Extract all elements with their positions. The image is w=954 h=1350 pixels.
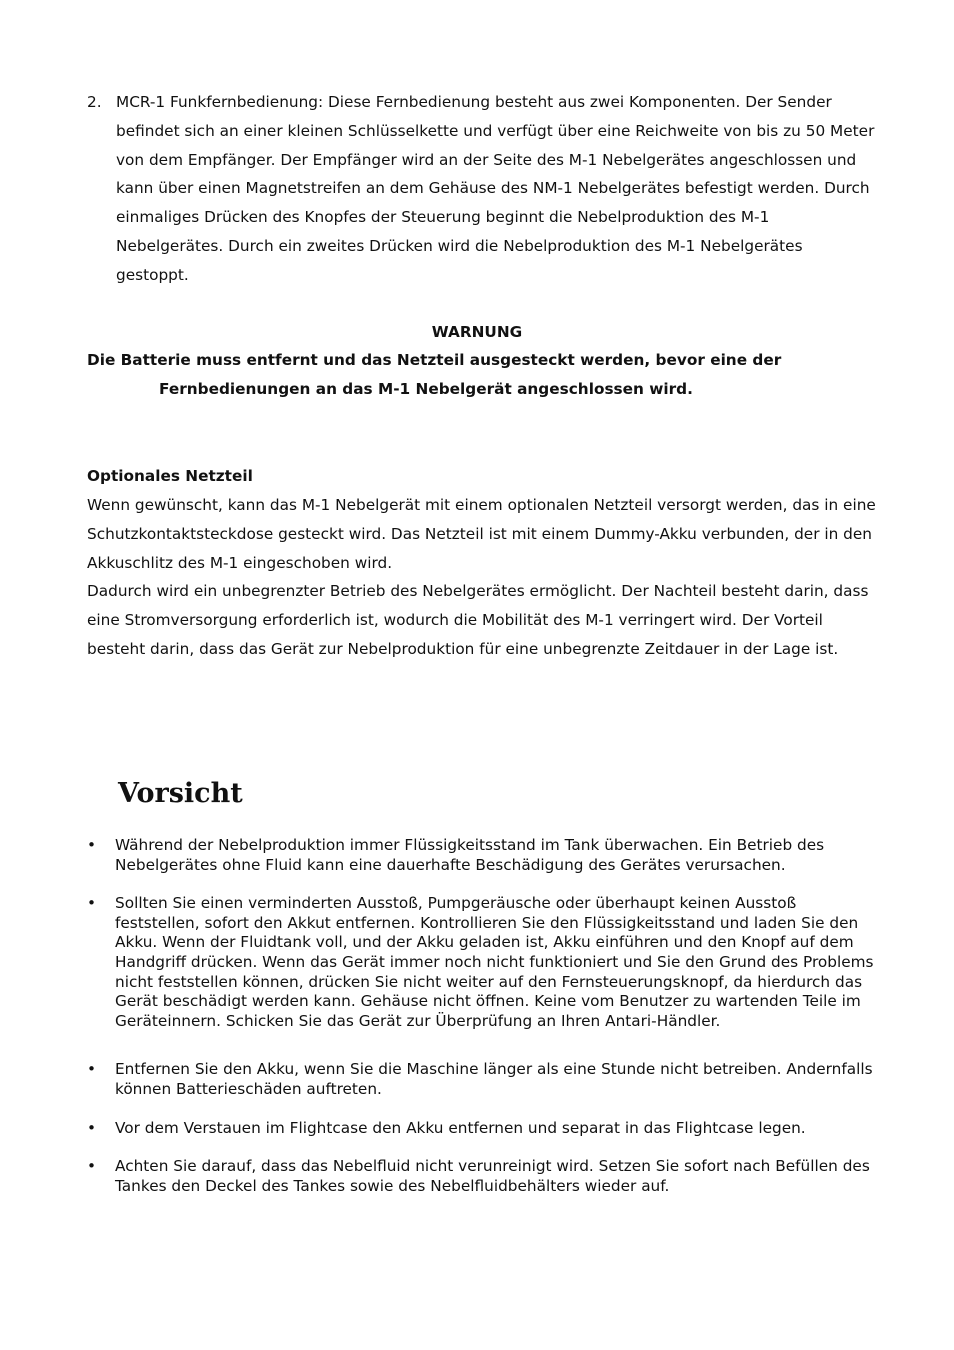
warning-title: WARNUNG: [431, 323, 523, 341]
bullet-icon: •: [87, 1118, 97, 1137]
warning-text: [87, 346, 877, 404]
warning-line-2: Fernbedienungen an das M-1 Nebelgerät angeschlossen wird.: [159, 379, 693, 398]
item-2-text: MCR-1 Funkfernbedienung: Diese Fernbedienung besteht aus zwei Komponenten. Der Sender befindet sich an einer kleinen Schlüsselkette und verfügt über eine Reichweite von bis zu 50 Meter von dem Empfänger. Der Empfänger wird an der Seite des M-1 Nebelgerätes angeschlossen und kann über einen Magnetstreifen an dem Gehäuse des NM-1 Nebelgerätes befestigt werden. Durch einmaliges Drücken des Knopfes der Steuerung beginnt die Nebelproduktion des M-1 Nebelgerätes. Durch ein zweites Drücken wird die Nebelproduktion des M-1 Nebelgerätes gestoppt.: [116, 93, 875, 284]
optional-psu-paragraph-2: Dadurch wird ein unbegrenzter Betrieb des Nebelgerätes ermöglicht. Der Nachteil besteht darin, dass eine Stromversorgung erforderlich ist, wodurch die Mobilität des M-1 verringert wird. Der Vorteil besteht darin, dass das Gerät zur Nebelproduktion für eine unbegrenzte Zeitdauer in der Lage ist.: [87, 582, 869, 658]
optional-psu-paragraph-1: Wenn gewünscht, kann das M-1 Nebelgerät mit einem optionalen Netzteil versorgt werden, das in eine Schutzkontaktsteckdose gesteckt wird. Das Netzteil ist mit einem Dummy-Akku verbunden, der in den Akkuschlitz des M-1 eingeschoben wird.: [87, 496, 876, 572]
caution-list: [87, 836, 877, 1215]
list-item-text: Vor dem Verstauen im Flightcase den Akku entfernen und separat in das Flightcase legen.: [115, 1118, 806, 1137]
bullet-icon: •: [87, 1157, 97, 1176]
bullet-icon: •: [87, 1060, 97, 1079]
list-item-text: Entfernen Sie den Akku, wenn Sie die Maschine länger als eine Stunde nicht betreiben. Andernfalls können Batterieschäden auftreten.: [115, 1060, 873, 1098]
optional-psu-heading: Optionales Netzteil: [87, 467, 253, 485]
bullet-icon: •: [87, 894, 97, 913]
list-item-text: Achten Sie darauf, dass das Nebelfluid nicht verunreinigt wird. Setzen Sie sofort nach Befüllen des Tankes den Deckel des Tankes sowie des Nebelfluidbehälters wieder auf.: [115, 1157, 870, 1195]
list-item: [87, 1119, 877, 1139]
bullet-icon: •: [87, 836, 97, 854]
warning-line-1: Die Batterie muss entfernt und das Netzteil ausgesteckt werden, bevor eine der: [87, 351, 782, 369]
list-item: [87, 836, 877, 875]
optional-psu-body: [87, 491, 877, 664]
list-item-text: Während der Nebelproduktion immer Flüssigkeitsstand im Tank überwachen. Ein Betrieb des Nebelgerätes ohne Fluid kann eine dauerhafte Beschädigung des Gerätes verursachen.: [115, 836, 825, 874]
numbered-item-2: [87, 88, 877, 290]
caution-heading: Vorsicht: [118, 778, 243, 809]
list-item: [87, 894, 877, 1031]
list-item: [87, 1060, 877, 1099]
list-item-text: Sollten Sie einen verminderten Ausstoß, Pumpgeräusche oder überhaupt keinen Ausstoß feststellen, sofort den Akkut entfernen. Kontrollieren Sie den Flüssigkeitsstand und laden Sie den Akku. Wenn der Fluidtank voll, und der Akku geladen ist, Akku einführen und den Knopf auf dem Handgriff drücken. Wenn das Gerät immer noch nicht funktioniert und Sie den Grund des Problems nicht feststellen können, drücken Sie nicht weiter auf den Fernsteuerungsknopf, da hierdurch das Gerät beschädigt werden kann. Gehäuse nicht öffnen. Keine vom Benutzer zu wartenden Teile im Geräteinnern. Schicken Sie das Gerät zur Überprüfung an Ihren Antari-Händler.: [115, 894, 874, 1030]
list-number: 2.: [87, 93, 102, 111]
list-item: [87, 1157, 877, 1196]
